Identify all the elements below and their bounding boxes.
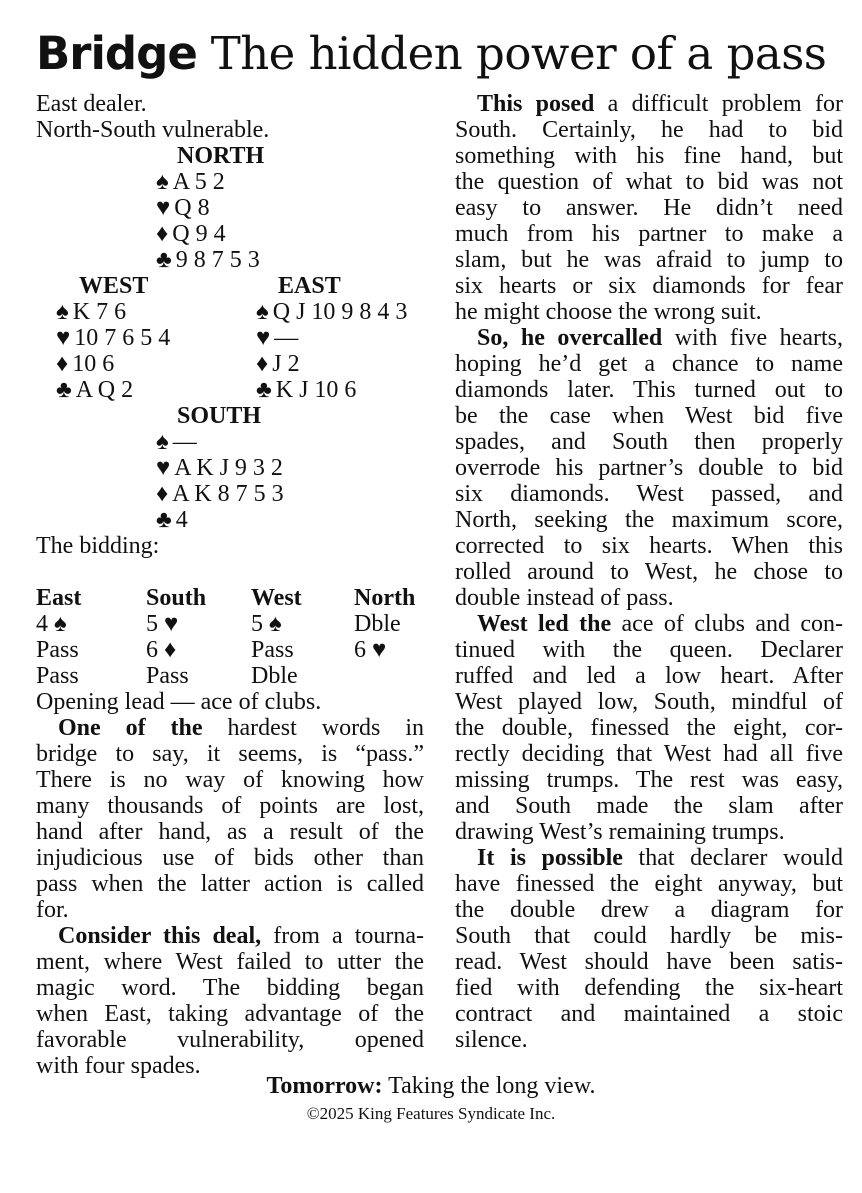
paragraph-text: six diamonds. West passed, and (455, 481, 843, 507)
paragraph-line (455, 247, 843, 273)
paragraph-line (36, 949, 424, 975)
paragraph-line (455, 1001, 843, 1027)
east-spades: ♠ Q J 10 9 8 4 3 (256, 299, 408, 325)
north-label: NORTH (177, 143, 265, 169)
bidding-header: East (36, 585, 82, 611)
paragraph-line (455, 117, 843, 143)
paragraph-line (36, 923, 424, 949)
bid-cell: Pass (36, 637, 79, 663)
club-icon: ♣ (156, 247, 172, 273)
south-hearts: ♥ A K J 9 3 2 (156, 455, 283, 481)
paragraph-text: fied with defending the six-heart (455, 975, 843, 1001)
paragraph-text: North, seeking the maximum score, (455, 507, 843, 533)
paragraph-text: be the case when West bid five (455, 403, 843, 429)
club-icon: ♣ (256, 377, 272, 403)
paragraph-text: the question of what to bid was not (455, 169, 843, 195)
headline (36, 28, 836, 80)
bid-cell: Pass (36, 663, 79, 689)
paragraph-text: that declarer would (622, 845, 843, 871)
diamond-icon: ♦ (56, 351, 69, 377)
heart-icon: ♥ (256, 325, 271, 351)
paragraph-line (455, 481, 843, 507)
paragraph-text: West played low, South, mindful of (455, 689, 843, 715)
paragraph-text: when East, taking advantage of the (36, 1001, 424, 1027)
bidding-header: South (146, 585, 207, 611)
diamond-icon: ♦ (156, 481, 169, 507)
paragraph-line (455, 143, 843, 169)
paragraph-line (455, 845, 843, 871)
paragraph-text: diamonds later. This turned out to (455, 377, 843, 403)
paragraph-line (455, 689, 843, 715)
paragraph-text: overrode his partner’s double to bid (455, 455, 843, 481)
paragraph-line (455, 195, 843, 221)
paragraph-line (455, 429, 843, 455)
diamond-icon: ♦ (156, 221, 169, 247)
paragraph-line (36, 1027, 424, 1053)
paragraph-line (455, 819, 843, 845)
opening-lead: Opening lead — ace of clubs. (36, 689, 322, 715)
paragraph-line (36, 845, 424, 871)
paragraph-line (455, 455, 843, 481)
paragraph-text: many thousands of points are lost, (36, 793, 424, 819)
paragraph-line (36, 975, 424, 1001)
right-paragraphs (455, 91, 843, 1053)
paragraph-line (455, 949, 843, 975)
paragraph-line (36, 897, 424, 923)
bidding-label: The bidding: (36, 533, 160, 559)
paragraph-lead: One of the (58, 715, 203, 741)
paragraph-text: and South made the slam after (455, 793, 843, 819)
paragraph-text: ace of clubs and con- (611, 611, 844, 637)
paragraph-text: rectly deciding that West had all five (455, 741, 843, 767)
paragraph-text: pass when the latter action is called (36, 871, 424, 897)
paragraph-text: favorable vulnerability, opened (36, 1027, 424, 1053)
paragraph-line (455, 273, 843, 299)
headline-brand: Bridge (36, 27, 197, 80)
paragraph-text: from a tourna- (261, 923, 424, 949)
west-clubs: ♣ A Q 2 (56, 377, 134, 403)
paragraph-line (455, 325, 843, 351)
paragraph-text: spades, and South then properly (455, 429, 843, 455)
paragraph-text: South. Certainly, he had to bid (455, 117, 843, 143)
heart-icon: ♥ (156, 195, 171, 221)
south-label: SOUTH (177, 403, 262, 429)
bid-cell: Pass (146, 663, 189, 689)
paragraph-line (455, 793, 843, 819)
deal-diagram (36, 143, 424, 585)
paragraph-line (455, 299, 843, 325)
paragraph-line (36, 793, 424, 819)
paragraph-text: easy to answer. He didn’t need (455, 195, 843, 221)
bid-cell: Dble (251, 663, 298, 689)
north-diamonds: ♦ Q 9 4 (156, 221, 226, 247)
paragraph-line (455, 91, 843, 117)
west-diamonds: ♦ 10 6 (56, 351, 115, 377)
paragraph-line (455, 611, 843, 637)
paragraph-line (36, 715, 424, 741)
paragraph-text: tinued with the queen. Declarer (455, 637, 843, 663)
paragraph-line (36, 1001, 424, 1027)
paragraph-text: ment, where West failed to utter the (36, 949, 424, 975)
paragraph-lead: West led the (477, 611, 612, 637)
right-column (455, 91, 843, 1053)
paragraph-line (455, 559, 843, 585)
paragraph-line (455, 507, 843, 533)
paragraph-text: drawing West’s remaining trumps. (455, 819, 785, 845)
paragraph-text: a difficult problem for (594, 91, 843, 117)
paragraph-text: something with his fine hand, but (455, 143, 843, 169)
paragraph-line (455, 1027, 843, 1053)
paragraph-text: hardest words in (202, 715, 425, 741)
paragraph-line (455, 351, 843, 377)
paragraph-text: he might choose the wrong suit. (455, 299, 762, 325)
bid-cell: 4 ♠ (36, 611, 67, 637)
paragraph-line (455, 715, 843, 741)
headline-title: The hidden power of a pass (210, 27, 827, 80)
paragraph-line (455, 585, 843, 611)
spade-icon: ♠ (256, 299, 269, 325)
east-diamonds: ♦ J 2 (256, 351, 300, 377)
paragraph-line (455, 923, 843, 949)
bid-cell: Pass (251, 637, 294, 663)
north-spades: ♠ A 5 2 (156, 169, 225, 195)
bid-cell: 5 ♥ (146, 611, 179, 637)
dealer-line: East dealer. (36, 91, 147, 117)
bidding-header: North (354, 585, 416, 611)
copyright: ©2025 King Features Syndicate Inc. (306, 1104, 556, 1123)
tomorrow-line (0, 1072, 862, 1100)
spade-icon: ♠ (156, 429, 169, 455)
paragraph-text: bridge to say, it seems, is “pass.” (36, 741, 424, 767)
bid-cell: Dble (354, 611, 401, 637)
paragraph-text: missing trumps. The rest was easy, (455, 767, 843, 793)
paragraph-text: the double, finessed the eight, cor- (455, 715, 843, 741)
bidding-header: West (251, 585, 302, 611)
left-paragraphs (36, 715, 424, 1079)
tomorrow-text: Taking the long view. (382, 1073, 596, 1099)
paragraph-text: rolled around to West, he chose to (455, 559, 843, 585)
paragraph-text: silence. (455, 1027, 528, 1053)
north-clubs: ♣ 9 8 7 5 3 (156, 247, 260, 273)
paragraph-text: read. West should have been satis- (455, 949, 843, 975)
paragraph-text: ruffed and led a low heart. After (455, 663, 843, 689)
paragraph-lead: This posed (477, 91, 595, 117)
east-hearts: ♥ — (256, 325, 299, 351)
south-clubs: ♣ 4 (156, 507, 188, 533)
paragraph-text: with five hearts, (662, 325, 843, 351)
left-column (36, 91, 424, 1079)
bid-cell: 5 ♠ (251, 611, 282, 637)
north-hearts: ♥ Q 8 (156, 195, 210, 221)
paragraph-line (36, 767, 424, 793)
paragraph-line (455, 897, 843, 923)
paragraph-text: have finessed the eight anyway, but (455, 871, 843, 897)
heart-icon: ♥ (156, 455, 171, 481)
paragraph-lead: Consider this deal, (58, 923, 262, 949)
paragraph-text: South that could hardly be mis- (455, 923, 843, 949)
spade-icon: ♠ (56, 299, 69, 325)
diamond-icon: ♦ (256, 351, 269, 377)
east-label: EAST (278, 273, 341, 299)
paragraph-line (455, 637, 843, 663)
paragraph-line (36, 871, 424, 897)
paragraph-text: contract and maintained a stoic (455, 1001, 843, 1027)
paragraph-text: slam, but he was afraid to jump to (455, 247, 843, 273)
paragraph-line (455, 221, 843, 247)
paragraph-lead: So, he overcalled (477, 325, 663, 351)
heart-icon: ♥ (56, 325, 71, 351)
tomorrow-label: Tomorrow: (266, 1073, 383, 1099)
bidding-table (36, 585, 424, 689)
paragraph-text: hand after hand, as a result of the (36, 819, 424, 845)
club-icon: ♣ (56, 377, 72, 403)
paragraph-line (455, 533, 843, 559)
paragraph-line (455, 377, 843, 403)
paragraph-line (455, 663, 843, 689)
spade-icon: ♠ (156, 169, 169, 195)
paragraph-line (455, 169, 843, 195)
paragraph-text: hoping he’d get a chance to name (455, 351, 843, 377)
paragraph-line (455, 871, 843, 897)
west-label: WEST (79, 273, 149, 299)
paragraph-text: There is no way of knowing how (36, 767, 424, 793)
paragraph-text: six hearts or six diamonds for fear (455, 273, 843, 299)
west-spades: ♠ K 7 6 (56, 299, 127, 325)
south-diamonds: ♦ A K 8 7 5 3 (156, 481, 284, 507)
paragraph-line (455, 403, 843, 429)
west-hearts: ♥ 10 7 6 5 4 (56, 325, 171, 351)
paragraph-line (455, 975, 843, 1001)
paragraph-text: double instead of pass. (455, 585, 674, 611)
bid-cell: 6 ♦ (146, 637, 177, 663)
bid-cell: 6 ♥ (354, 637, 387, 663)
paragraph-line (36, 819, 424, 845)
vulnerability-line: North-South vulnerable. (36, 117, 270, 143)
east-clubs: ♣ K J 10 6 (256, 377, 357, 403)
paragraph-text: the double drew a diagram for (455, 897, 843, 923)
paragraph-text: magic word. The bidding began (36, 975, 424, 1001)
paragraph-text: with four spades. (36, 1053, 201, 1079)
club-icon: ♣ (156, 507, 172, 533)
south-spades: ♠ — (156, 429, 197, 455)
paragraph-line (455, 767, 843, 793)
paragraph-line (36, 741, 424, 767)
paragraph-lead: It is possible (477, 845, 623, 871)
paragraph-line (455, 741, 843, 767)
paragraph-text: corrected to six hearts. When this (455, 533, 843, 559)
paragraph-text: injudicious use of bids other than (36, 845, 424, 871)
paragraph-text: for. (36, 897, 69, 923)
paragraph-text: much from his partner to make a (455, 221, 843, 247)
